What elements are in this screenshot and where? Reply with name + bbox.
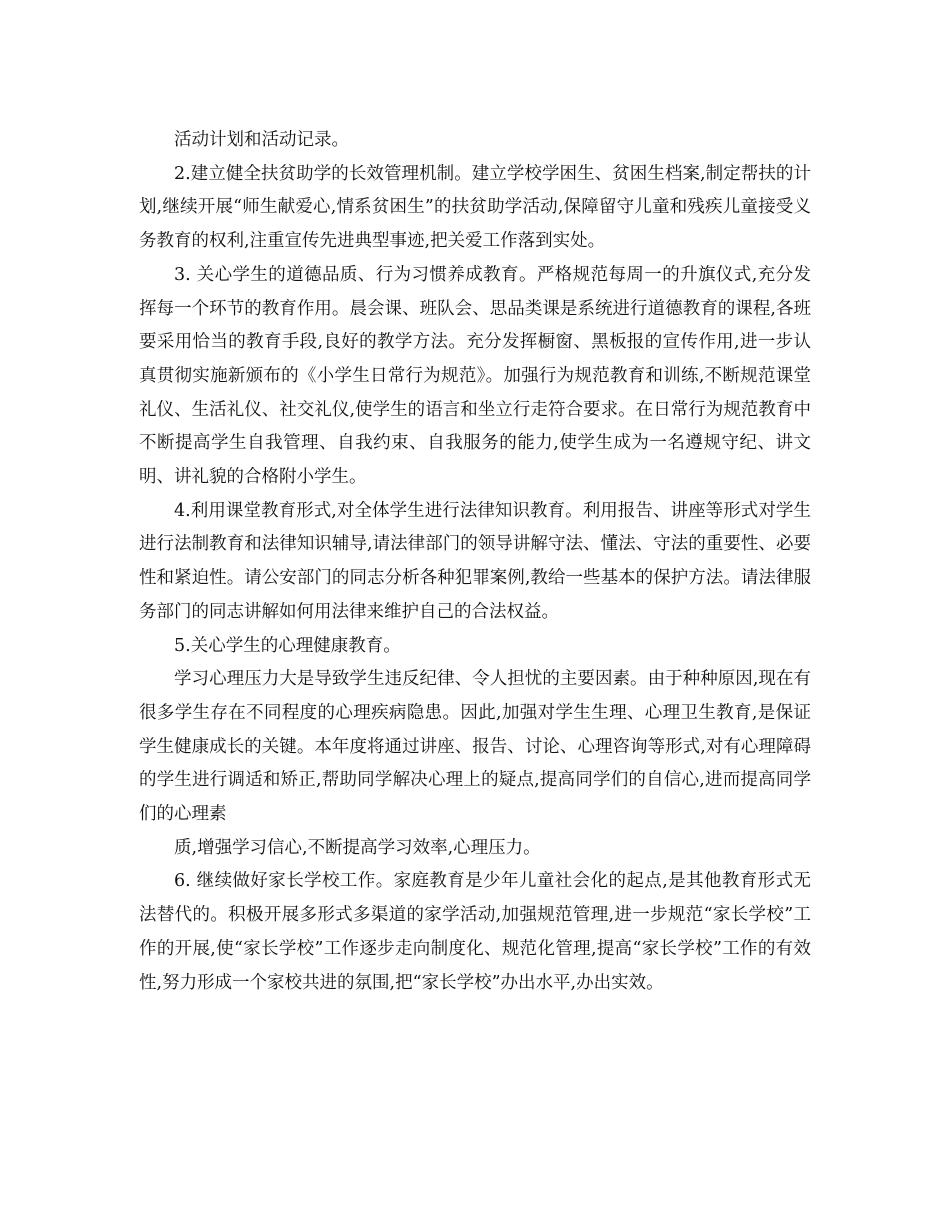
paragraph-mental-health-body: 学习心理压力大是导致学生违反纪律、令人担忧的主要因素。由于种种原因,现在有很多学生存在不同程度的心理疾病隐患。因此,加强对学生生理、心理卫生教育,是保证学生健康成长的关键。本年度将通过讲座、报告、讨论、心理咨询等形式,对有心理障碍的学生进行调适和矫正,帮助同学解决心理上的疑点,提高同学们的自信心,进而提高同学们的心理素 [139,669,811,825]
paragraph-parent-school: 6. 继续做好家长学校工作。家庭教育是少年儿童社会化的起点,是其他教育形式无法替代的。积极开展多形式多渠道的家学活动,加强规范管理,进一步规范“家长学校”工作的开展,使“家长学校”工作逐步走向制度化、规范化管理,提高“家长学校”工作的有效性,努力形成一个家校共进的氛围,把“家长学校”办出水平,办出实效。 [139,871,811,993]
paragraph-mental-health-heading: 5.关心学生的心理健康教育。 [174,635,401,656]
paragraph-mental-health-continued: 质,增强学习信心,不断提高学习效率,心理压力。 [174,837,541,858]
document-body [139,124,811,1000]
paragraph-moral-education: 3. 关心学生的道德品质、行为习惯养成教育。严格规范每周一的升旗仪式,充分发挥每一个环节的教育作用。晨会课、班队会、思品类课是系统进行道德教育的课程,各班要采用恰当的教育手段,良好的教学方法。充分发挥橱窗、黑板报的宣传作用,进一步认真贯彻实施新颁布的《小学生日常行为规范》。加强行为规范教育和训练,不断规范课堂礼仪、生活礼仪、社交礼仪,使学生的语言和坐立行走符合要求。在日常行为规范教育中不断提高学生自我管理、自我约束、自我服务的能力,使学生成为一名遵规守纪、讲文明、讲礼貌的合格附小学生。 [139,264,811,488]
paragraph-legal-education: 4.利用课堂教育形式,对全体学生进行法律知识教育。利用报告、讲座等形式对学生进行法制教育和法律知识辅导,请法律部门的领导讲解守法、懂法、守法的重要性、必要性和紧迫性。请公安部门的同志分析各种犯罪案例,教给一些基本的保护方法。请法律服务部门的同志讲解如何用法律来维护自己的合法权益。 [139,500,811,622]
paragraph-activity-records: 活动计划和活动记录。 [174,130,349,150]
paragraph-poverty-aid-mechanism: 2.建立健全扶贫助学的长效管理机制。建立学校学困生、贫困生档案,制定帮扶的计划,继续开展“师生献爱心,情系贫困生”的扶贫助学活动,保障留守儿童和残疾儿童接受义务教育的权利,注重宣传先进典型事迹,把关爱工作落到实处。 [139,163,811,252]
